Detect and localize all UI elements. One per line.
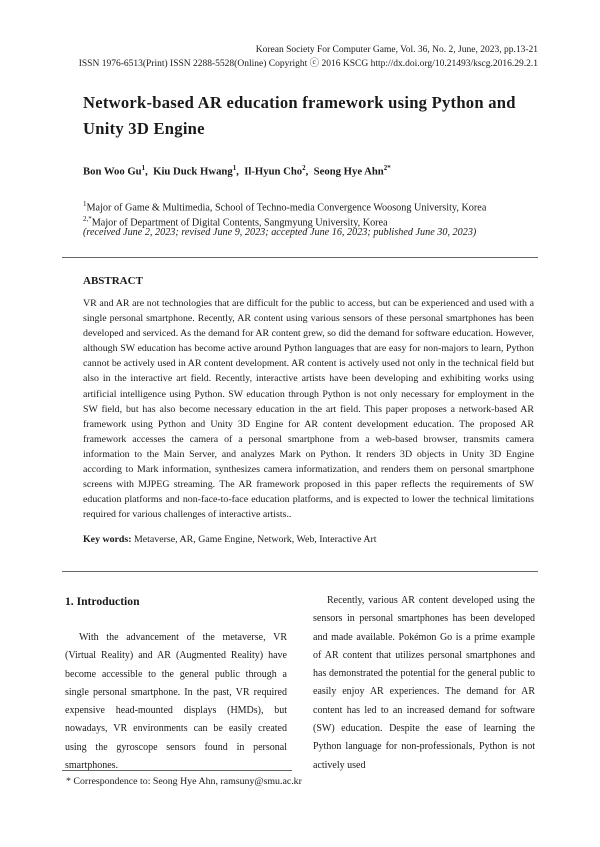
affiliation-text: Major of Department of Digital Contents, Sangmyung University, Korea bbox=[91, 217, 388, 229]
author-mark: 1 bbox=[232, 164, 237, 172]
abstract-heading: ABSTRACT bbox=[83, 275, 143, 287]
intro-right-column: Recently, various AR content developed using the sensors in personal smartphones has been developed and made available. Pokémon Go is a prime example of AR content that utilizes personal smartphones and has demonstrated the potential for the general public to easily enjoy AR experiences. The demand for AR content has led to an increased demand for software (SW) education. Despite the ease of learning the Python language for non-professionals, Python is not actively used bbox=[313, 595, 535, 771]
divider bbox=[62, 257, 538, 258]
author-mark: 2* bbox=[383, 164, 391, 172]
affiliation-mark: 2,* bbox=[83, 215, 92, 223]
author-mark: 1 bbox=[141, 164, 146, 172]
footnote-rule bbox=[62, 770, 292, 771]
intro-left-column: With the advancement of the metaverse, VR (Virtual Reality) and AR (Augmented Reality) have become accessible to the general public through a single personal smartphone. In the past, VR required expensive head-mounted displays (HMDs), but nowadays, VR environments can be easily created using the gyroscope sensors found in personal smartphones. bbox=[65, 632, 287, 772]
paper-title: Network-based AR education framework using Python and Unity 3D Engine bbox=[83, 93, 516, 138]
affiliation-text: Major of Game & Multimedia, School of Techno-media Convergence Woosong University, Korea bbox=[86, 202, 487, 214]
author-name: Bon Woo Gu bbox=[83, 165, 142, 178]
keywords bbox=[83, 534, 377, 545]
keywords-label: Key words: bbox=[83, 534, 132, 545]
abstract-body: VR and AR are not technologies that are difficult for the public to access, but can be experienced and used with a single personal smartphone. Recently, AR content using various sensors of these personal smartphones has been developed and serviced. As the demand for AR content grew, so did the demand for software education. However, although SW education has become active around Python languages that are easy for non-majors to learn, Python cannot be actively used in AR content development. AR content is actively used not only in the technical field but also in the interactive art field. Recently, interactive artists have been developing and exhibiting works using artificial intelligence using Python. SW education through Python is not only necessary for employment in the SW field, but has also become necessary education in the art field. This paper proposes a network-based AR framework using Python and Unity 3D Engine for AR content development education. The proposed AR framework accesses the camera of a personal smartphone from a web-based browser, transmits camera information to the Main Server, and analyzes Mark on Python. It renders 3D objects in Unity 3D Engine according to Mark information, synthesizes camera informatization, and renders them on personal smartphone screens with MJPEG streaming. The AR framework proposed in this paper reflects the requirements of SW education platforms and non-face-to-face education platforms, and is expected to lower the technical limitations required for various challenges of interactive artists.. bbox=[83, 298, 534, 521]
section-heading: 1. Introduction bbox=[65, 595, 140, 608]
author-list: Bon Woo Gu$^1$, Kiu Duck Hwang$^1$, Il-Hyun Cho$^2$, Seong Hye Ahn$^{2*}$ bbox=[83, 164, 391, 178]
author-mark: 2 bbox=[302, 164, 306, 172]
affiliation-mark: 1 bbox=[83, 200, 87, 208]
author-name: Il-Hyun Cho bbox=[244, 165, 303, 178]
author-name: Kiu Duck Hwang bbox=[153, 165, 233, 178]
issn-line: ISSN 1976-6513(Print) ISSN 2288-5528(Online) Copyright ⓒ 2016 KSCG http://dx.doi.org/10.21493/kscg.2016.29.2.1 bbox=[78, 59, 538, 69]
received-dates: (received June 2, 2023; revised June 9, 2023; accepted June 16, 2023; published June 30, 2023) bbox=[83, 227, 477, 238]
journal-header: Korean Society For Computer Game, Vol. 36, No. 2, June, 2023, pp.13-21 bbox=[255, 45, 538, 55]
keywords-list: Metaverse, AR, Game Engine, Network, Web, Interactive Art bbox=[134, 534, 377, 545]
correspondence-footnote: * Correspondence to: Seong Hye Ahn, ramsuny@smu.ac.kr bbox=[66, 776, 302, 787]
author-name: Seong Hye Ahn bbox=[313, 165, 384, 178]
divider bbox=[62, 571, 538, 572]
